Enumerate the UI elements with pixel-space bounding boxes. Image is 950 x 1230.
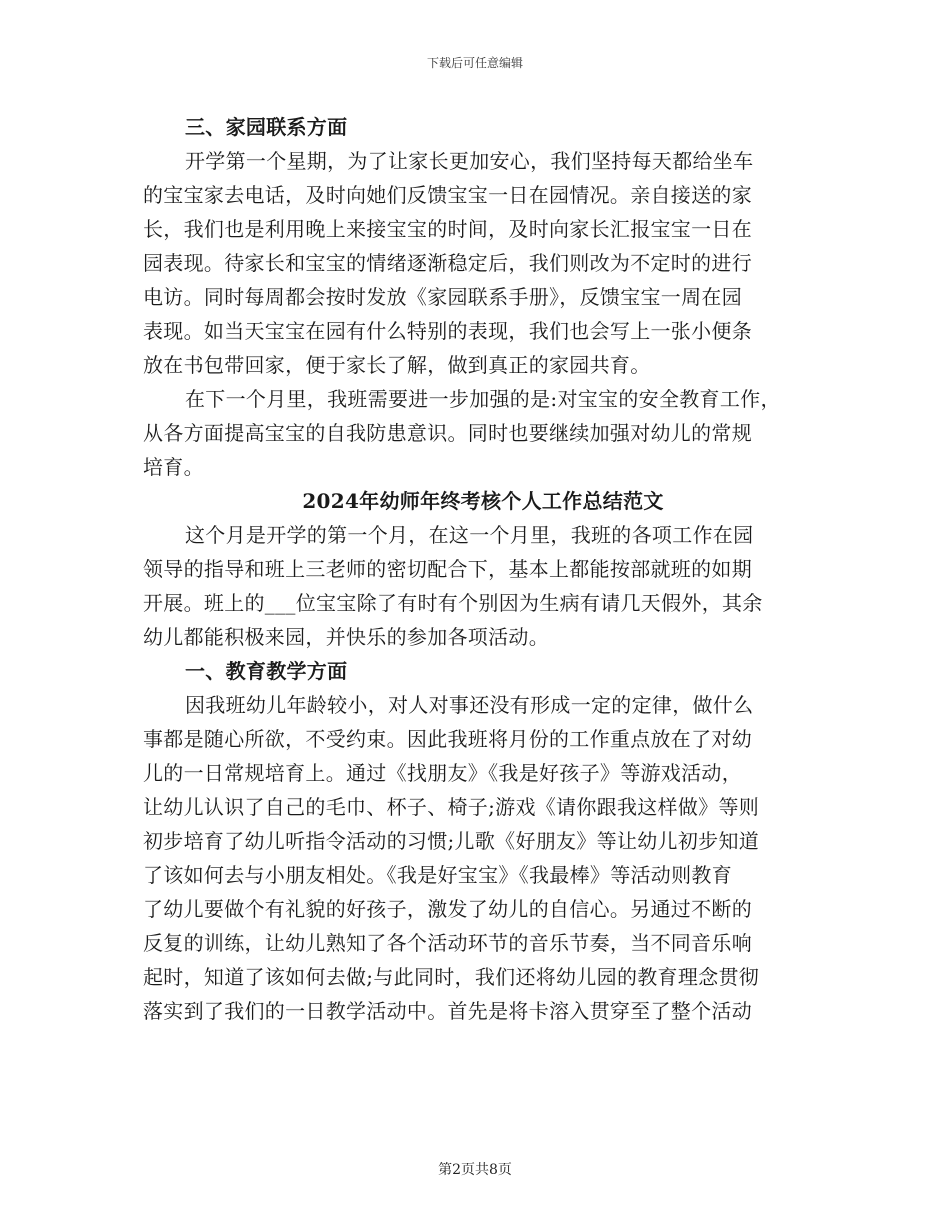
section-1-heading: 一、教育教学方面 — [185, 659, 348, 683]
text-line: 园表现。待家长和宝宝的情绪逐渐稳定后，我们则改为不定时的进行 — [143, 251, 752, 275]
page-footer: 第2页共8页 — [438, 1162, 512, 1178]
text-line: 电访。同时每周都会按时发放《家园联系手册》，反馈宝宝一周在园 — [143, 285, 742, 309]
text-line: 从各方面提高宝宝的自我防患意识。同时也要继续加强对幼儿的常规 — [143, 421, 752, 445]
text-line: 长，我们也是利用晚上来接宝宝的时间，及时向家长汇报宝宝一日在 — [143, 217, 752, 241]
article-intro-paragraph — [143, 518, 823, 654]
section-3-heading: 三、家园联系方面 — [185, 115, 348, 139]
text-line: 让幼儿认识了自己的毛巾、杯子、椅子;游戏《请你跟我这样做》等则 — [143, 795, 760, 819]
section-3-paragraph-1 — [143, 144, 823, 382]
page-header: 下载后可任意编辑 — [426, 56, 523, 70]
text-line: 这个月是开学的第一个月，在这一个月里，我班的各项工作在园 — [185, 523, 754, 547]
text-line: 初步培育了幼儿听指令活动的习惯;儿歌《好朋友》等让幼儿初步知道 — [143, 829, 760, 853]
text-line: 开学第一个星期，为了让家长更加安心，我们坚持每天都给坐车 — [185, 149, 754, 173]
document-body — [143, 110, 823, 1028]
text-line: 领导的指导和班上三老师的密切配合下，基本上都能按部就班的如期 — [143, 557, 752, 581]
text-line: 表现。如当天宝宝在园有什么特别的表现，我们也会写上一张小便条 — [143, 319, 752, 343]
text-line: 培育。 — [143, 455, 204, 479]
text-line: 反复的训练，让幼儿熟知了各个活动环节的音乐节奏，当不同音乐响 — [143, 931, 752, 955]
text-line: 儿的一日常规培育上。通过《找朋友》《我是好孩子》等游戏活动， — [143, 761, 742, 785]
text-line: 事都是随心所欲，不受约束。因此我班将月份的工作重点放在了对幼 — [143, 727, 752, 751]
section-3-paragraph-2 — [143, 382, 823, 484]
text-line: 起时，知道了该如何去做;与此同时，我们还将幼儿园的教育理念贯彻 — [143, 965, 760, 989]
text-line: 了幼儿要做个有礼貌的好孩子，激发了幼儿的自信心。另通过不断的 — [143, 897, 752, 921]
text-line: 因我班幼儿年龄较小，对人对事还没有形成一定的定律，做什么 — [185, 693, 754, 717]
text-line: 幼儿都能积极来园，并快乐的参加各项活动。 — [143, 625, 549, 649]
text-line: 开展。班上的___位宝宝除了有时有个别因为生病有请几天假外，其余 — [143, 591, 763, 615]
text-line: 了该如何去与小朋友相处。《我是好宝宝》《我最棒》等活动则教育 — [143, 863, 732, 887]
text-line: 落实到了我们的一日教学活动中。首先是将卡溶入贯穿至了整个活动 — [143, 999, 752, 1023]
article-title: 2024年幼师年终考核个人工作总结范文 — [302, 489, 664, 513]
section-1-paragraph — [143, 688, 823, 1028]
text-line: 的宝宝家去电话，及时向她们反馈宝宝一日在园情况。亲自接送的家 — [143, 183, 752, 207]
text-line: 在下一个月里，我班需要进一步加强的是:对宝宝的安全教育工作， — [185, 387, 781, 411]
text-line: 放在书包带回家，便于家长了解，做到真正的家园共育。 — [143, 353, 651, 377]
